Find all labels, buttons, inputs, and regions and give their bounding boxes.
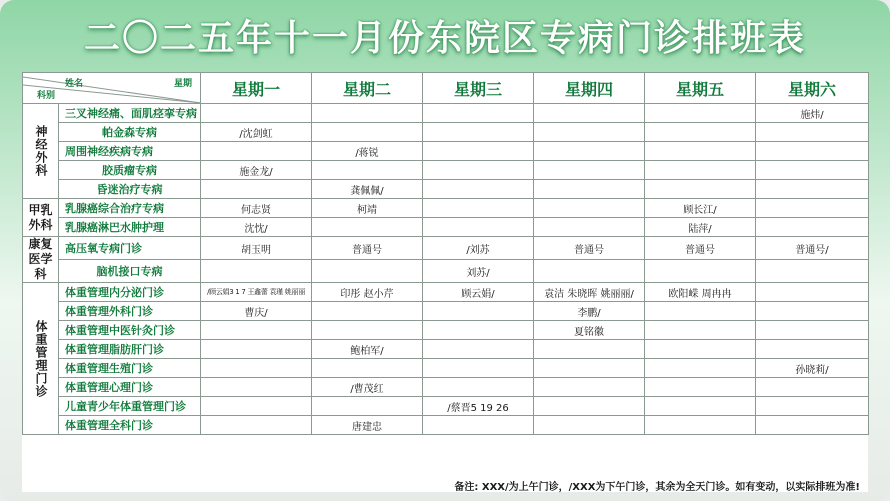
doctor-cell: 施金龙/ [201,161,312,180]
doctor-cell [201,142,312,161]
doctor-cell [756,180,869,199]
day-header-tue: 星期二 [312,73,423,104]
schedule-sheet [22,72,868,492]
doctor-cell [423,416,534,435]
doctor-cell [423,180,534,199]
doctor-cell: /蔡晋5 19 26 [423,397,534,416]
doctor-cell [312,302,423,321]
doctor-cell [756,161,869,180]
doctor-cell [423,161,534,180]
clinic-name-cell: 高压氧专病门诊 [59,237,201,260]
clinic-name-cell: 周围神经疾病专病 [59,142,201,161]
doctor-cell [645,302,756,321]
doctor-cell [423,378,534,397]
day-header-thu: 星期四 [534,73,645,104]
doctor-cell [201,359,312,378]
doctor-cell: 龚佩佩/ [312,180,423,199]
clinic-name-cell: 体重管理内分泌门诊 [59,283,201,302]
doctor-cell [312,359,423,378]
clinic-name-cell: 三叉神经痛、面肌痉挛专病 [59,104,201,123]
doctor-cell: 曹庆/ [201,302,312,321]
doctor-cell [534,218,645,237]
doctor-cell [756,199,869,218]
doctor-cell [756,340,869,359]
doctor-cell: 夏铭徽 [534,321,645,340]
table-row [23,283,869,302]
table-row [23,180,869,199]
doctor-cell [756,142,869,161]
doctor-cell [534,180,645,199]
doctor-cell [312,218,423,237]
table-row [23,260,869,283]
department-cell: 体重管理门诊 [23,283,59,435]
clinic-name-cell: 体重管理心理门诊 [59,378,201,397]
doctor-cell [645,260,756,283]
doctor-cell [645,104,756,123]
day-header-sat: 星期六 [756,73,869,104]
doctor-cell: 普通号/ [756,237,869,260]
clinic-name-cell: 昏迷治疗专病 [59,180,201,199]
doctor-cell: /刘苏 [423,237,534,260]
doctor-cell [423,359,534,378]
doctor-cell [534,340,645,359]
doctor-cell [645,397,756,416]
doctor-cell [534,260,645,283]
table-row [23,378,869,397]
weekday-label: 星期 [173,79,192,89]
page-title: 二〇二五年十一月份东院区专病门诊排班表 [83,18,806,59]
doctor-cell [201,321,312,340]
table-row [23,123,869,142]
doctor-cell: 鲍柏军/ [312,340,423,359]
doctor-cell [201,397,312,416]
doctor-cell [201,180,312,199]
doctor-cell [534,378,645,397]
doctor-cell: 李鹏/ [534,302,645,321]
doctor-cell [534,123,645,142]
clinic-name-cell: 体重管理外科门诊 [59,302,201,321]
doctor-cell [645,161,756,180]
clinic-name-cell: 体重管理中医针灸门诊 [59,321,201,340]
doctor-cell [423,302,534,321]
doctor-cell: /曹茂红 [312,378,423,397]
doctor-cell [534,397,645,416]
doctor-cell: 普通号 [645,237,756,260]
dept-label: 科别 [37,91,56,101]
doctor-cell [312,123,423,142]
table-row [23,416,869,435]
table-row [23,340,869,359]
doctor-cell: 何志贤 [201,199,312,218]
doctor-cell [756,302,869,321]
doctor-cell [312,260,423,283]
doctor-cell [423,123,534,142]
doctor-cell: 袁洁 朱晓晖 姚丽丽/ [534,283,645,302]
doctor-cell [756,321,869,340]
doctor-cell: 陆萍/ [645,218,756,237]
table-row [23,218,869,237]
doctor-cell [534,359,645,378]
day-header-fri: 星期五 [645,73,756,104]
table-row [23,199,869,218]
doctor-cell: 欧阳嵘 周冉冉 [645,283,756,302]
doctor-cell [756,218,869,237]
table-row [23,104,869,123]
clinic-name-cell: 乳腺癌综合治疗专病 [59,199,201,218]
doctor-cell [534,142,645,161]
doctor-cell [645,123,756,142]
doctor-cell [201,104,312,123]
header-row [23,73,869,104]
doctor-cell [312,104,423,123]
doctor-cell [312,321,423,340]
schedule-table [22,72,869,435]
doctor-cell [645,142,756,161]
doctor-cell [201,340,312,359]
doctor-cell: 唐建忠 [312,416,423,435]
doctor-cell [645,378,756,397]
doctor-cell [645,416,756,435]
name-label: 姓名 [65,79,84,89]
day-header-mon: 星期一 [201,73,312,104]
doctor-cell [423,142,534,161]
doctor-cell: /蒋锐 [312,142,423,161]
doctor-cell [423,199,534,218]
doctor-cell [645,340,756,359]
doctor-cell [756,283,869,302]
table-row [23,359,869,378]
clinic-name-cell: 胶质瘤专病 [59,161,201,180]
doctor-cell [756,260,869,283]
doctor-cell: 普通号 [534,237,645,260]
clinic-name-cell: 乳腺癌淋巴水肿护理 [59,218,201,237]
doctor-cell: 孙晓莉/ [756,359,869,378]
department-cell: 神经外科 [23,104,59,199]
doctor-cell: 普通号 [312,237,423,260]
doctor-cell: /沈剑虹 [201,123,312,142]
doctor-cell [645,359,756,378]
doctor-cell [312,397,423,416]
doctor-cell [534,104,645,123]
department-cell: 甲乳外科 [23,199,59,237]
doctor-cell [756,123,869,142]
table-row [23,302,869,321]
doctor-cell [423,340,534,359]
doctor-cell [645,180,756,199]
doctor-cell [201,378,312,397]
doctor-cell [312,161,423,180]
doctor-cell [534,161,645,180]
department-cell: 康复医学科 [23,237,59,283]
doctor-cell [423,104,534,123]
footnote: 备注: XXX/为上午门诊，/XXX为下午门诊，其余为全天门诊。如有变动，以实际排班为准! [454,482,860,493]
clinic-name-cell: 脑机接口专病 [59,260,201,283]
table-row [23,142,869,161]
table-row [23,161,869,180]
doctor-cell [756,378,869,397]
clinic-name-cell: 体重管理全科门诊 [59,416,201,435]
doctor-cell: 刘苏/ [423,260,534,283]
doctor-cell: 柯靖 [312,199,423,218]
clinic-name-cell: 体重管理脂肪肝门诊 [59,340,201,359]
doctor-cell: 印彤 赵小芹 [312,283,423,302]
doctor-cell [534,416,645,435]
corner-header [23,73,201,104]
doctor-cell [201,416,312,435]
clinic-name-cell: 帕金森专病 [59,123,201,142]
doctor-cell: 顾云娟/ [423,283,534,302]
doctor-cell [645,321,756,340]
doctor-cell [423,218,534,237]
doctor-cell: 胡玉明 [201,237,312,260]
doctor-cell: 顾长江/ [645,199,756,218]
clinic-name-cell: 体重管理生殖门诊 [59,359,201,378]
doctor-cell [756,416,869,435]
schedule-body [23,104,869,435]
doctor-cell: 施炜/ [756,104,869,123]
doctor-cell [201,260,312,283]
doctor-cell [756,397,869,416]
table-row [23,397,869,416]
clinic-name-cell: 儿童青少年体重管理门诊 [59,397,201,416]
table-row [23,321,869,340]
day-header-wed: 星期三 [423,73,534,104]
doctor-cell [534,199,645,218]
doctor-cell: /顾云娟3 1 7 王鑫蕾 袁瑾 姚丽丽 [201,283,312,302]
doctor-cell: 沈忱/ [201,218,312,237]
table-row [23,237,869,260]
doctor-cell [423,321,534,340]
